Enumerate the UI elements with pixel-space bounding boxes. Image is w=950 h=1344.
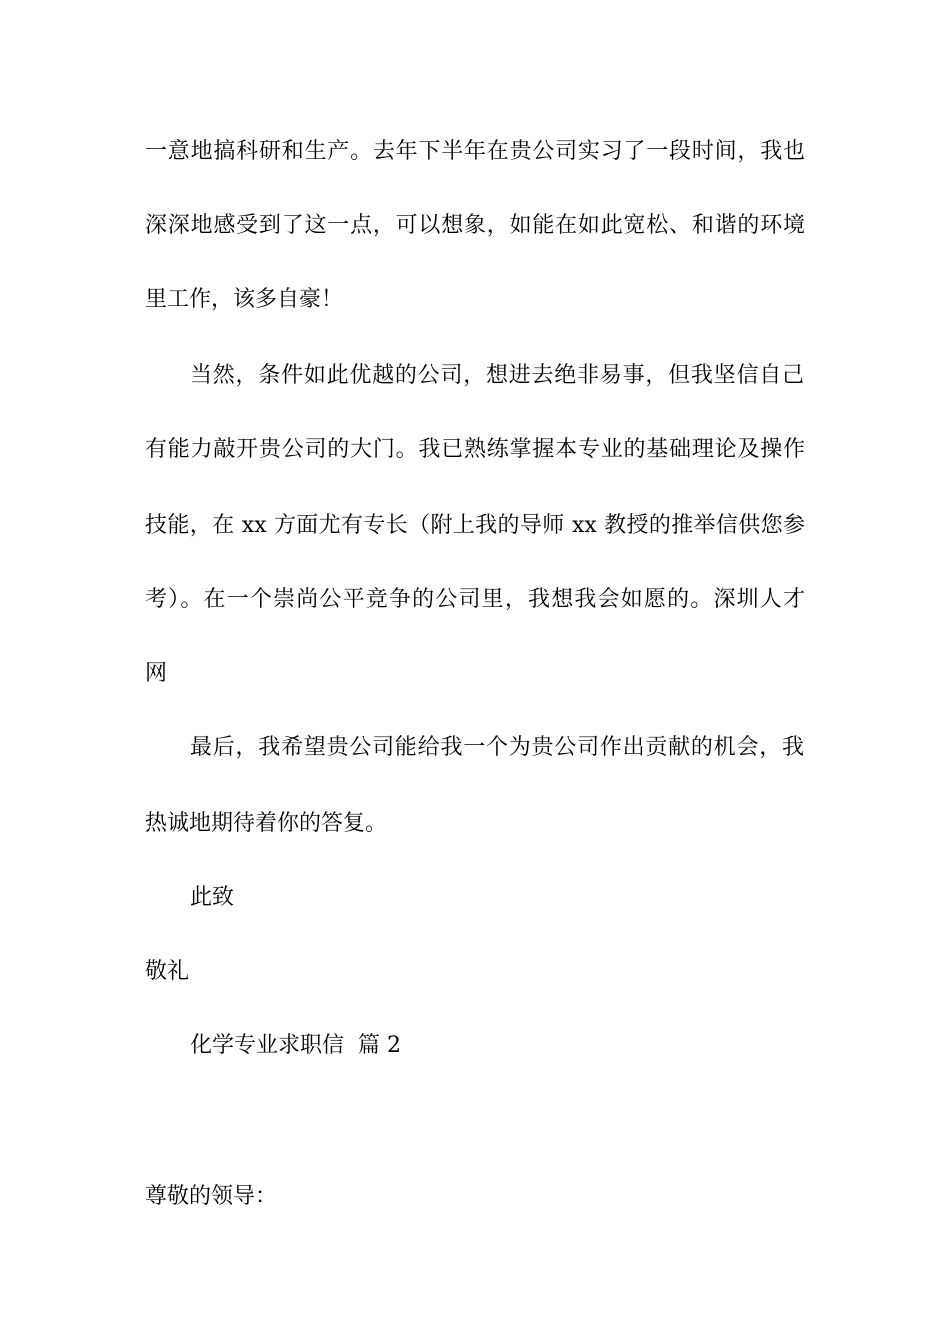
paragraph-2-line-4: 考）。在一个崇尚公平竞争的公司里，我想我会如愿的。深圳人才 (145, 587, 805, 612)
section-title: 化学专业求职信 篇 2 (190, 1033, 401, 1058)
paragraph-2-line-3: 技能，在 xx 方面尤有专长（附上我的导师 xx 教授的推举信供您参 (145, 513, 805, 538)
paragraph-2-line-1: 当然，条件如此优越的公司，想进去绝非易事，但我坚信自己 (190, 363, 804, 388)
paragraph-1-line-1: 一意地搞科研和生产。去年下半年在贵公司实习了一段时间，我也 (145, 139, 805, 164)
paragraph-1-line-3: 里工作，该多自豪！ (145, 287, 344, 312)
salutation-text: 敬礼 (145, 959, 190, 984)
paragraph-1-line-2: 深深地感受到了这一点，可以想象，如能在如此宽松、和谐的环境 (145, 213, 805, 238)
greeting-text: 尊敬的领导： (145, 1184, 278, 1209)
paragraph-3-line-2: 热诚地期待着你的答复。 (145, 811, 388, 836)
paragraph-2-line-5: 网 (145, 661, 168, 686)
paragraph-2-line-2: 有能力敲开贵公司的大门。我已熟练掌握本专业的基础理论及操作 (145, 437, 805, 462)
closing-text: 此致 (190, 885, 235, 910)
paragraph-3-line-1: 最后，我希望贵公司能给我一个为贵公司作出贡献的机会，我 (190, 735, 804, 760)
